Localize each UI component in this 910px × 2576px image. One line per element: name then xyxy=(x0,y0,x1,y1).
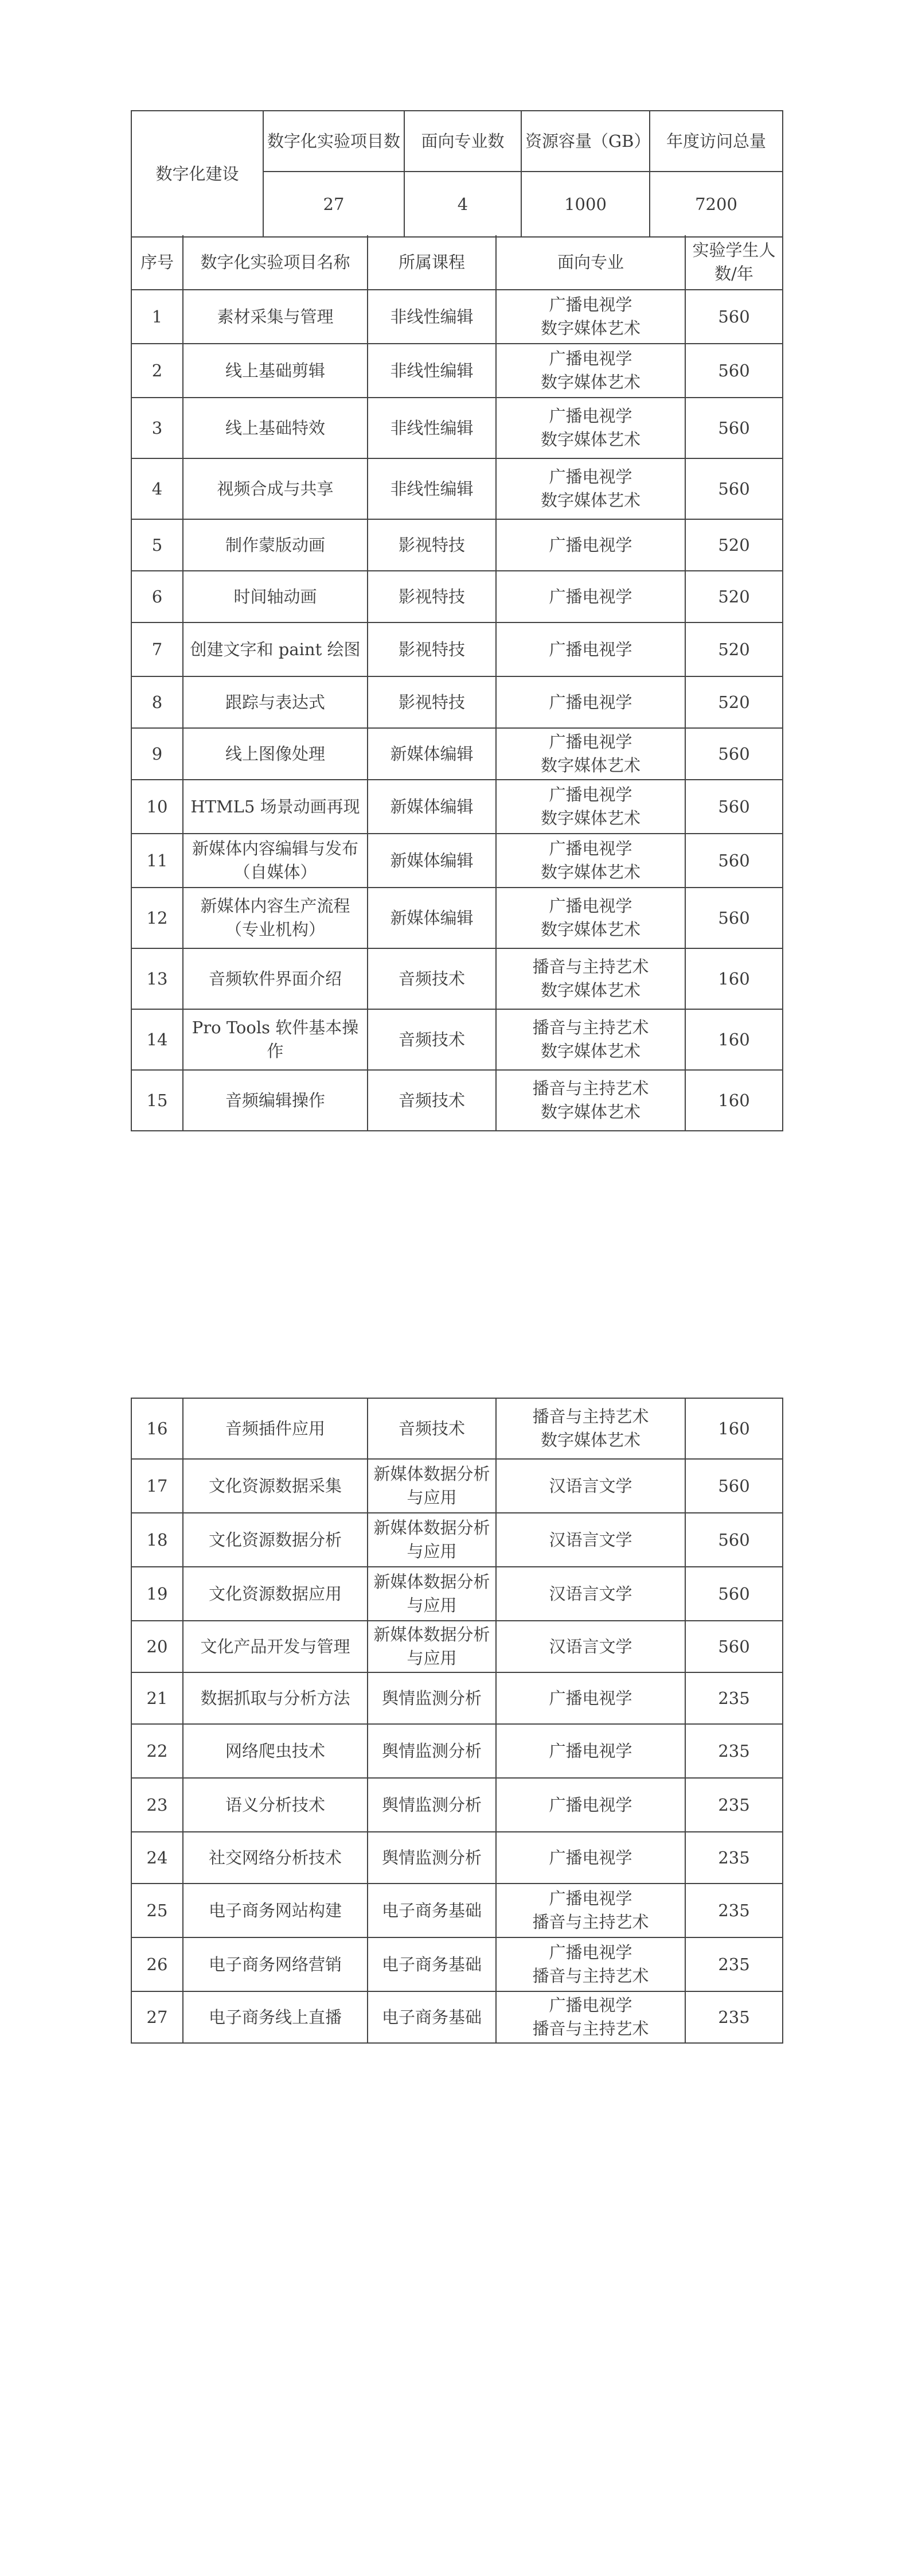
summary-header-cell: 资源容量（GB） xyxy=(521,111,650,172)
row-students: 235 xyxy=(685,1884,783,1937)
table-row xyxy=(131,948,783,1009)
table-row xyxy=(131,1937,783,1991)
row-course: 舆情监测分析 xyxy=(368,1778,496,1832)
summary-header-cell: 面向专业数 xyxy=(404,111,521,172)
row-course: 音频技术 xyxy=(368,948,496,1009)
row-project-name: 文化产品开发与管理 xyxy=(183,1621,368,1672)
row-project-name: 文化资源数据采集 xyxy=(183,1459,368,1513)
row-index: 10 xyxy=(131,780,183,834)
table-row xyxy=(131,1832,783,1884)
table-row xyxy=(131,622,783,676)
row-index: 24 xyxy=(131,1832,183,1884)
summary-header-cell: 数字化实验项目数 xyxy=(263,111,404,172)
row-students: 235 xyxy=(685,1991,783,2043)
row-students: 560 xyxy=(685,888,783,948)
row-index: 9 xyxy=(131,728,183,780)
row-major: 广播电视学 数字媒体艺术 xyxy=(496,728,685,780)
header-project-name: 数字化实验项目名称 xyxy=(183,235,368,290)
row-course: 新媒体编辑 xyxy=(368,780,496,834)
row-major: 广播电视学 xyxy=(496,1672,685,1724)
row-course: 新媒体数据分析与应用 xyxy=(368,1459,496,1513)
row-index: 15 xyxy=(131,1070,183,1131)
row-index: 21 xyxy=(131,1672,183,1724)
row-students: 235 xyxy=(685,1778,783,1832)
row-students: 235 xyxy=(685,1724,783,1778)
row-major: 广播电视学 xyxy=(496,571,685,622)
summary-title: 数字化建设 xyxy=(131,111,263,237)
projects-table-page-1 xyxy=(131,235,783,1131)
row-students: 560 xyxy=(685,834,783,888)
row-course: 舆情监测分析 xyxy=(368,1832,496,1884)
row-students: 560 xyxy=(685,1513,783,1567)
row-students: 160 xyxy=(685,1009,783,1070)
header-course: 所属课程 xyxy=(368,235,496,290)
row-project-name: 创建文字和 paint 绘图 xyxy=(183,622,368,676)
row-major: 广播电视学 xyxy=(496,519,685,571)
summary-header-cell: 年度访问总量 xyxy=(650,111,783,172)
row-major: 广播电视学 xyxy=(496,1724,685,1778)
table-row xyxy=(131,458,783,519)
table-row xyxy=(131,1513,783,1567)
row-project-name: 素材采集与管理 xyxy=(183,290,368,344)
row-students: 520 xyxy=(685,519,783,571)
row-project-name: 网络爬虫技术 xyxy=(183,1724,368,1778)
row-index: 12 xyxy=(131,888,183,948)
table-row xyxy=(131,398,783,458)
row-students: 520 xyxy=(685,571,783,622)
row-course: 电子商务基础 xyxy=(368,1991,496,2043)
row-students: 560 xyxy=(685,1621,783,1672)
row-students: 560 xyxy=(685,1567,783,1621)
row-course: 舆情监测分析 xyxy=(368,1672,496,1724)
row-index: 27 xyxy=(131,1991,183,2043)
row-major: 广播电视学 xyxy=(496,1832,685,1884)
row-course: 非线性编辑 xyxy=(368,398,496,458)
row-project-name: 文化资源数据应用 xyxy=(183,1567,368,1621)
row-students: 560 xyxy=(685,398,783,458)
row-index: 14 xyxy=(131,1009,183,1070)
row-major: 播音与主持艺术 数字媒体艺术 xyxy=(496,948,685,1009)
row-project-name: 文化资源数据分析 xyxy=(183,1513,368,1567)
table-row xyxy=(131,676,783,728)
row-index: 1 xyxy=(131,290,183,344)
table-row xyxy=(131,1009,783,1070)
row-course: 电子商务基础 xyxy=(368,1937,496,1991)
table-row xyxy=(131,728,783,780)
summary-value-cell: 27 xyxy=(263,172,404,237)
table-row xyxy=(131,1778,783,1832)
table-row xyxy=(131,834,783,888)
table-row xyxy=(131,290,783,344)
row-course: 电子商务基础 xyxy=(368,1884,496,1937)
row-course: 音频技术 xyxy=(368,1398,496,1459)
row-course: 新媒体编辑 xyxy=(368,888,496,948)
row-index: 7 xyxy=(131,622,183,676)
row-major: 广播电视学 xyxy=(496,622,685,676)
row-course: 新媒体编辑 xyxy=(368,728,496,780)
row-course: 新媒体数据分析与应用 xyxy=(368,1513,496,1567)
row-course: 影视特技 xyxy=(368,519,496,571)
row-course: 音频技术 xyxy=(368,1070,496,1131)
row-major: 汉语言文学 xyxy=(496,1567,685,1621)
row-project-name: 电子商务网络营销 xyxy=(183,1937,368,1991)
table-row xyxy=(131,1672,783,1724)
row-students: 560 xyxy=(685,780,783,834)
row-course: 影视特技 xyxy=(368,676,496,728)
table-row xyxy=(131,519,783,571)
row-major: 广播电视学 播音与主持艺术 xyxy=(496,1991,685,2043)
row-major: 广播电视学 播音与主持艺术 xyxy=(496,1937,685,1991)
row-course: 新媒体数据分析与应用 xyxy=(368,1567,496,1621)
row-project-name: 音频编辑操作 xyxy=(183,1070,368,1131)
row-students: 560 xyxy=(685,290,783,344)
row-course: 非线性编辑 xyxy=(368,344,496,398)
row-index: 23 xyxy=(131,1778,183,1832)
table-row xyxy=(131,1459,783,1513)
row-project-name: 社交网络分析技术 xyxy=(183,1832,368,1884)
row-index: 22 xyxy=(131,1724,183,1778)
row-project-name: 制作蒙版动画 xyxy=(183,519,368,571)
row-students: 160 xyxy=(685,948,783,1009)
row-students: 520 xyxy=(685,676,783,728)
table-row xyxy=(131,571,783,622)
row-project-name: 音频插件应用 xyxy=(183,1398,368,1459)
row-students: 235 xyxy=(685,1937,783,1991)
row-course: 音频技术 xyxy=(368,1009,496,1070)
table-row xyxy=(131,1884,783,1937)
row-index: 16 xyxy=(131,1398,183,1459)
row-index: 3 xyxy=(131,398,183,458)
row-project-name: 时间轴动画 xyxy=(183,571,368,622)
row-major: 广播电视学 数字媒体艺术 xyxy=(496,888,685,948)
row-major: 播音与主持艺术 数字媒体艺术 xyxy=(496,1070,685,1131)
row-project-name: 新媒体内容生产流程（专业机构） xyxy=(183,888,368,948)
row-students: 160 xyxy=(685,1070,783,1131)
row-project-name: 语义分析技术 xyxy=(183,1778,368,1832)
row-students: 560 xyxy=(685,728,783,780)
row-project-name: 线上基础特效 xyxy=(183,398,368,458)
row-project-name: 新媒体内容编辑与发布（自媒体） xyxy=(183,834,368,888)
row-project-name: 线上基础剪辑 xyxy=(183,344,368,398)
row-index: 4 xyxy=(131,458,183,519)
row-project-name: HTML5 场景动画再现 xyxy=(183,780,368,834)
row-course: 新媒体数据分析与应用 xyxy=(368,1621,496,1672)
projects-table-page-2 xyxy=(131,1398,783,2044)
summary-value-cell: 1000 xyxy=(521,172,650,237)
row-project-name: Pro Tools 软件基本操作 xyxy=(183,1009,368,1070)
table-row xyxy=(131,1991,783,2043)
row-course: 影视特技 xyxy=(368,571,496,622)
row-major: 广播电视学 播音与主持艺术 xyxy=(496,1884,685,1937)
row-project-name: 电子商务网站构建 xyxy=(183,1884,368,1937)
row-students: 235 xyxy=(685,1672,783,1724)
summary-header-row xyxy=(131,111,783,172)
row-major: 播音与主持艺术 数字媒体艺术 xyxy=(496,1009,685,1070)
row-major: 广播电视学 数字媒体艺术 xyxy=(496,290,685,344)
header-index: 序号 xyxy=(131,235,183,290)
row-students: 560 xyxy=(685,1459,783,1513)
table-row xyxy=(131,1567,783,1621)
row-index: 18 xyxy=(131,1513,183,1567)
row-index: 11 xyxy=(131,834,183,888)
row-index: 25 xyxy=(131,1884,183,1937)
row-index: 13 xyxy=(131,948,183,1009)
row-major: 汉语言文学 xyxy=(496,1513,685,1567)
row-course: 影视特技 xyxy=(368,622,496,676)
table-row xyxy=(131,1398,783,1459)
row-course: 非线性编辑 xyxy=(368,458,496,519)
row-course: 非线性编辑 xyxy=(368,290,496,344)
row-major: 汉语言文学 xyxy=(496,1621,685,1672)
row-major: 广播电视学 xyxy=(496,676,685,728)
row-project-name: 视频合成与共享 xyxy=(183,458,368,519)
row-students: 520 xyxy=(685,622,783,676)
projects-header-row xyxy=(131,235,783,290)
row-course: 舆情监测分析 xyxy=(368,1724,496,1778)
row-students: 235 xyxy=(685,1832,783,1884)
row-major: 广播电视学 数字媒体艺术 xyxy=(496,780,685,834)
row-course: 新媒体编辑 xyxy=(368,834,496,888)
projects-rows-page-2 xyxy=(131,1398,783,2043)
row-major: 广播电视学 数字媒体艺术 xyxy=(496,458,685,519)
table-row xyxy=(131,1621,783,1672)
row-index: 6 xyxy=(131,571,183,622)
row-project-name: 音频软件界面介绍 xyxy=(183,948,368,1009)
row-project-name: 跟踪与表达式 xyxy=(183,676,368,728)
table-row xyxy=(131,1070,783,1131)
row-index: 5 xyxy=(131,519,183,571)
table-row xyxy=(131,888,783,948)
row-index: 8 xyxy=(131,676,183,728)
table-row xyxy=(131,780,783,834)
row-major: 广播电视学 数字媒体艺术 xyxy=(496,344,685,398)
summary-table xyxy=(131,110,783,238)
row-index: 26 xyxy=(131,1937,183,1991)
projects-rows-page-1 xyxy=(131,290,783,1131)
row-project-name: 电子商务线上直播 xyxy=(183,1991,368,2043)
row-major: 汉语言文学 xyxy=(496,1459,685,1513)
row-index: 19 xyxy=(131,1567,183,1621)
row-major: 广播电视学 xyxy=(496,1778,685,1832)
row-students: 560 xyxy=(685,458,783,519)
row-major: 广播电视学 数字媒体艺术 xyxy=(496,398,685,458)
row-major: 广播电视学 数字媒体艺术 xyxy=(496,834,685,888)
row-students: 160 xyxy=(685,1398,783,1459)
row-students: 560 xyxy=(685,344,783,398)
header-students: 实验学生人数/年 xyxy=(685,235,783,290)
row-index: 20 xyxy=(131,1621,183,1672)
table-row xyxy=(131,344,783,398)
header-major: 面向专业 xyxy=(496,235,685,290)
table-row xyxy=(131,1724,783,1778)
summary-value-cell: 4 xyxy=(404,172,521,237)
row-major: 播音与主持艺术 数字媒体艺术 xyxy=(496,1398,685,1459)
row-project-name: 线上图像处理 xyxy=(183,728,368,780)
row-index: 2 xyxy=(131,344,183,398)
row-index: 17 xyxy=(131,1459,183,1513)
summary-value-cell: 7200 xyxy=(650,172,783,237)
row-project-name: 数据抓取与分析方法 xyxy=(183,1672,368,1724)
